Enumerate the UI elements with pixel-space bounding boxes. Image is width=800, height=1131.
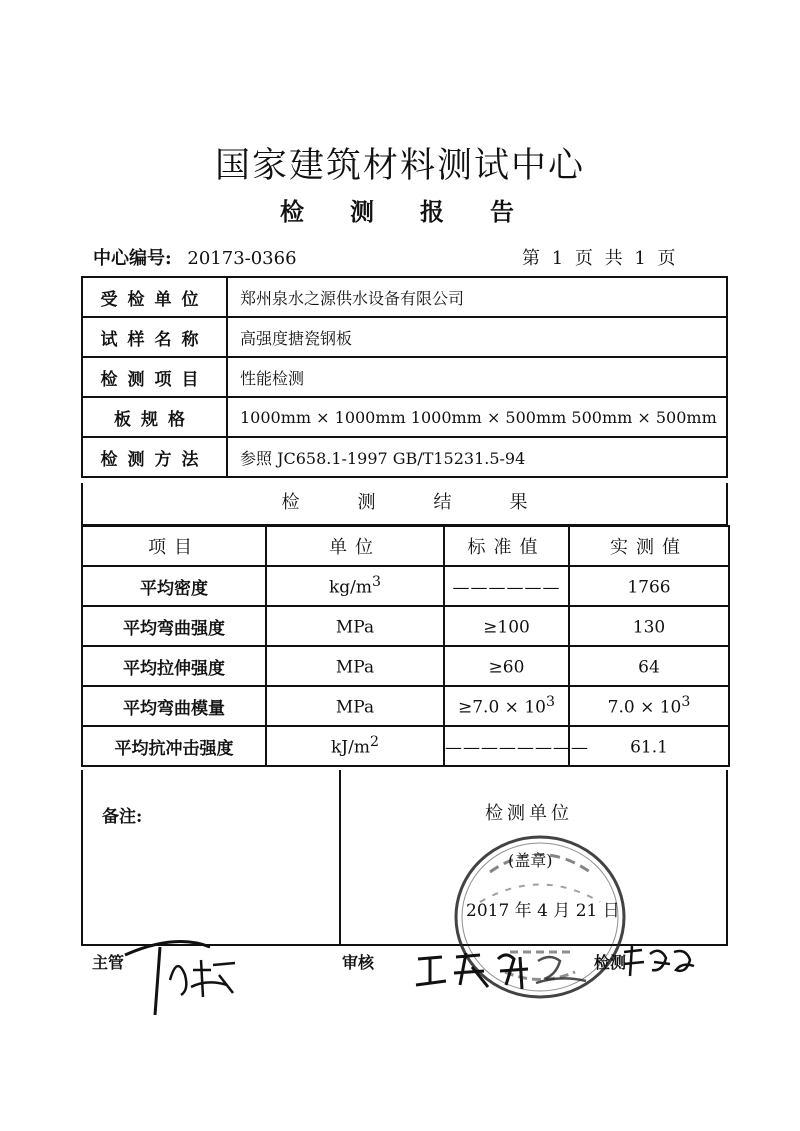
result-row	[82, 606, 729, 646]
result-item: 平均弯曲模量	[82, 686, 266, 726]
result-unit: MPa	[266, 606, 444, 646]
inspector-signature-icon	[620, 940, 700, 985]
results-table	[81, 525, 730, 767]
result-item: 平均密度	[82, 566, 266, 606]
info-row	[82, 277, 727, 317]
result-standard: $\ge 7.0 \times 10^3$	[444, 686, 569, 726]
col-header-standard: 标准值	[444, 526, 569, 566]
page-info: 第 1 页 共 1 页	[522, 248, 676, 269]
info-row	[82, 437, 727, 477]
info-value: 高强度搪瓷钢板	[227, 317, 727, 357]
remark-label: 备注:	[102, 807, 143, 827]
info-label: 受检单位	[82, 277, 227, 317]
results-header-row	[82, 526, 729, 566]
report-org-title: 国家建筑材料测试中心	[214, 146, 585, 186]
result-item: 平均抗冲击强度	[82, 726, 266, 766]
info-label: 检测项目	[82, 357, 227, 397]
info-label: 板规格	[82, 397, 227, 437]
info-row	[82, 397, 727, 437]
center-number	[93, 244, 297, 270]
result-standard: ≥60	[444, 646, 569, 686]
footer-box	[81, 770, 728, 946]
result-unit: $kg/m^3$	[266, 566, 444, 606]
result-unit: MPa	[266, 686, 444, 726]
report-subtitle: 检测报告	[280, 197, 560, 226]
col-header-unit: 单位	[266, 526, 444, 566]
supervisor-label: 主管	[92, 953, 125, 972]
inspector-label: 检测	[594, 953, 627, 972]
result-measured: 64	[569, 646, 729, 686]
supervisor-signature-icon	[115, 935, 245, 1020]
result-unit: MPa	[266, 646, 444, 686]
info-label: 检测方法	[82, 437, 227, 477]
center-number-value: 20173-0366	[187, 248, 297, 269]
result-measured: 130	[569, 606, 729, 646]
reviewer-signature-icon	[410, 945, 600, 995]
result-row	[82, 726, 729, 766]
results-heading: 检测结果	[81, 483, 728, 526]
result-measured: 1766	[569, 566, 729, 606]
result-standard: ≥100	[444, 606, 569, 646]
result-measured: $7.0 \times 10^3$	[569, 686, 729, 726]
center-number-label: 中心编号:	[93, 248, 172, 269]
info-value: 性能检测	[227, 357, 727, 397]
result-row	[82, 686, 729, 726]
result-item: 平均弯曲强度	[82, 606, 266, 646]
testing-unit-label: 检测单位	[485, 803, 573, 824]
result-row	[82, 566, 729, 606]
col-header-item: 项目	[82, 526, 266, 566]
info-value: 郑州泉水之源供水设备有限公司	[227, 277, 727, 317]
info-row	[82, 317, 727, 357]
result-row	[82, 646, 729, 686]
info-row	[82, 357, 727, 397]
seal-label: (盖章)	[508, 851, 553, 870]
info-value: 参照 JC658.1-1997 GB/T15231.5-94	[227, 437, 727, 477]
result-measured: 61.1	[569, 726, 729, 766]
result-standard: ——————	[444, 566, 569, 606]
sample-info-table	[81, 276, 728, 478]
report-date: 2017 年 4 月 21 日	[466, 901, 620, 921]
result-standard: ————————	[444, 726, 569, 766]
info-value: 1000mm × 1000mm 1000mm × 500mm 500mm × 500mm	[227, 397, 727, 437]
info-label: 试样名称	[82, 317, 227, 357]
result-item: 平均拉伸强度	[82, 646, 266, 686]
reviewer-label: 审核	[342, 953, 375, 972]
result-unit: $kJ/m^2$	[266, 726, 444, 766]
footer-divider	[339, 770, 341, 945]
col-header-measured: 实测值	[569, 526, 729, 566]
